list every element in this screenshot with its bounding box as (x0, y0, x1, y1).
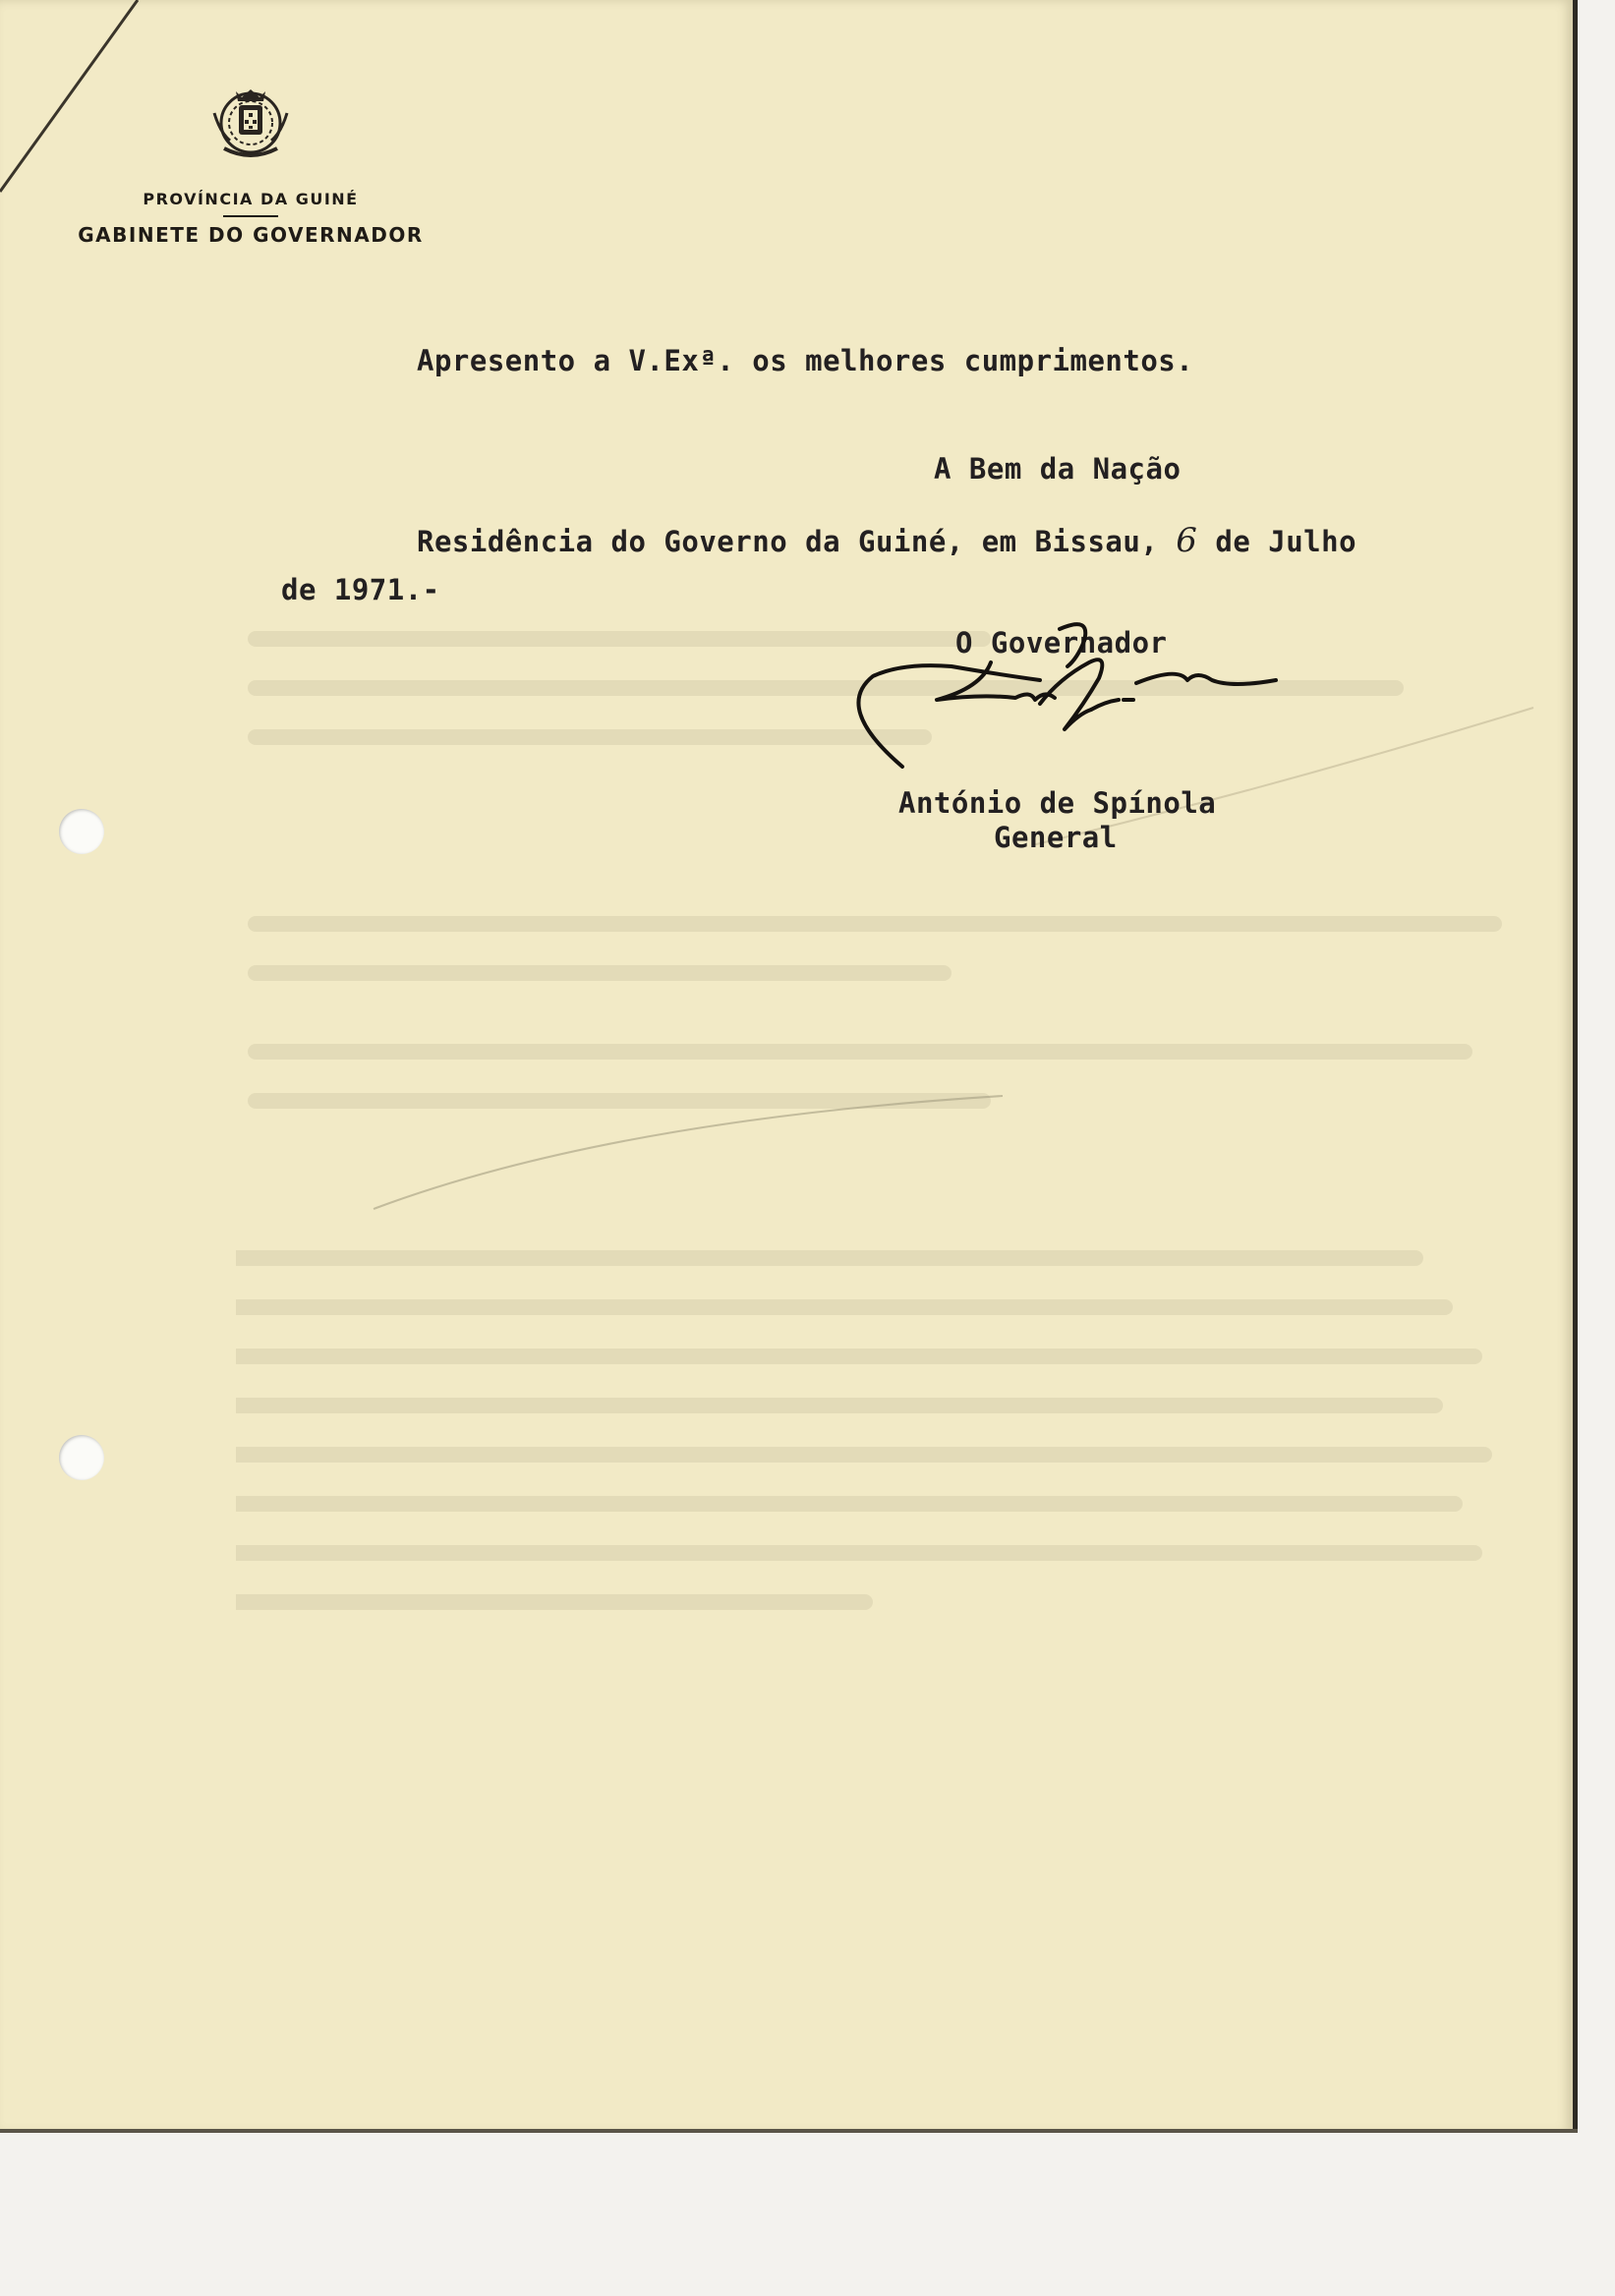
handwritten-day: 6 (1176, 521, 1198, 560)
letterhead-divider (223, 215, 278, 217)
motto-line: A Bem da Nação (934, 452, 1182, 486)
place-date-line (417, 521, 1356, 560)
year-line: de 1971.- (281, 573, 440, 606)
coat-of-arms-icon (206, 84, 295, 162)
handwritten-signature (834, 619, 1286, 776)
punch-hole-bottom (59, 1435, 104, 1480)
bleed-through-text (236, 629, 1514, 1759)
signatory-rank: General (994, 821, 1118, 854)
province-name: PROVÍNCIA DA GUINÉ (143, 190, 359, 208)
page-edge-right (1573, 0, 1578, 2133)
page-edge-bottom (0, 2129, 1578, 2133)
closing-title: O Governador (955, 626, 1168, 660)
signatory-name: António de Spínola (898, 786, 1217, 820)
punch-hole-top (59, 809, 104, 854)
place-suffix: de Julho (1197, 525, 1357, 558)
place-prefix: Residência do Governo da Guiné, em Bissau, (417, 525, 1177, 558)
greeting-line: Apresento a V.Exª. os melhores cumprimentos. (417, 344, 1194, 377)
office-name: GABINETE DO GOVERNADOR (78, 223, 424, 247)
letterhead (39, 84, 462, 247)
